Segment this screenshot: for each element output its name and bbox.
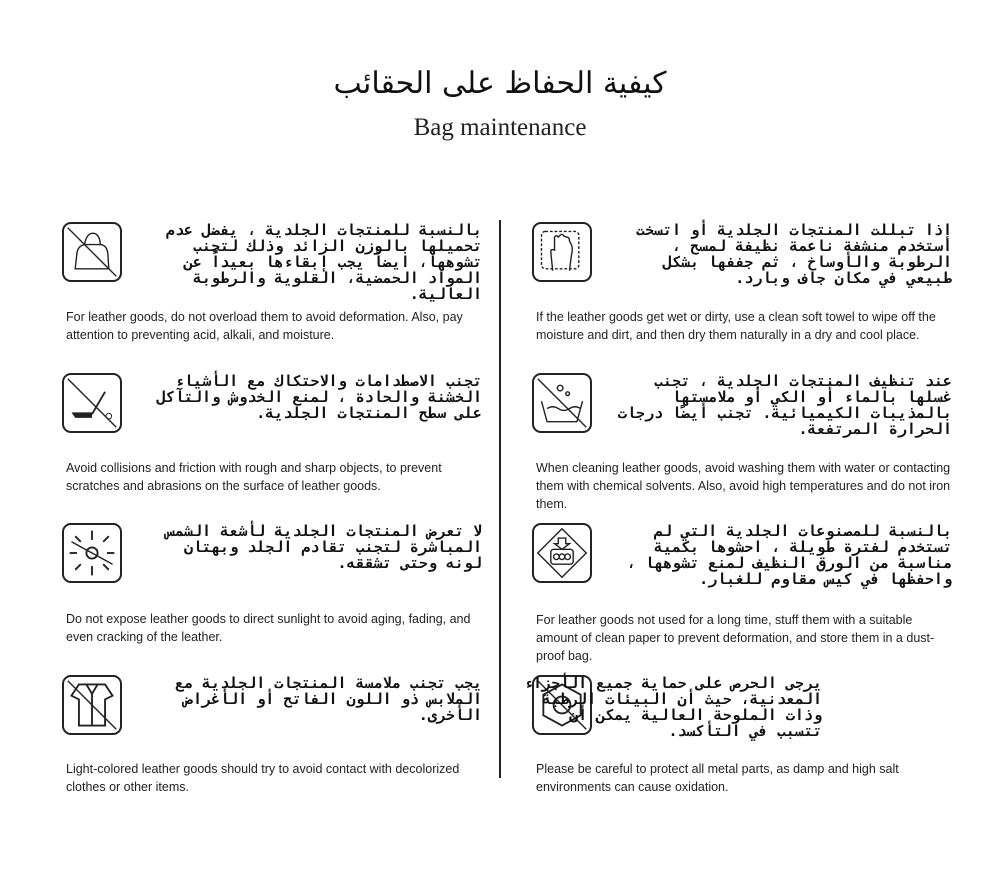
care-item-no-wash [532,373,952,513]
english-text: If the leather goods get wet or dirty, use a clean soft towel to wipe off the moisture and dirt, and then dry them naturally in a dry and cool place. [536,310,936,342]
arabic-text: إذا تبللت المنتجات الجلدية أو اتسخت استخدم منشفة ناعمة نظيفة لمسح ، الرطوبة والأوساخ ، ثم جففها بشكل طبيعي في مكان جاف وبارد. [635,221,952,287]
care-item-storage [532,523,952,663]
title-arabic: كيفية الحفاظ على الحقائب [333,66,667,101]
english-text: Light-colored leather goods should try to avoid contact with decolorized clothes or other items. [66,762,460,794]
arabic-text: بالنسبة للمنتجات الجلدية ، يفضل عدم تحميلها بالوزن الزائد وذلك لتجنب تشوهها، ايضاً يجب إبقاءها بعيداً عن المواد الحمضية، القلوية والرطوبة العالية. [165,221,482,303]
care-item-overload [62,222,482,352]
light-clothes-icon [62,675,122,735]
arabic-text: يرجى الحرص على حماية جميع الأجزاء المعدنية، حيث أن البيئات الرطبة وذات الملوحة العالية يمكن أن تتسبب في التأكسد. [523,674,822,740]
arabic-text: لا تعرض المنتجات الجلدية لأشعة الشمس المباشرة لتجنب تقادم الجلد وبهتان لونه وحتى تشققه. [165,522,482,572]
english-text: Do not expose leather goods to direct sunlight to avoid aging, fading, and even cracking of the leather. [66,612,471,644]
english-text: Please be careful to protect all metal parts, as damp and high salt environments can cause oxidation. [536,762,899,794]
arabic-text: يجب تجنب ملامسة المنتجات الجلدية مع الملابس ذو اللون الفاتح أو الأغراض الأخرى. [174,674,482,724]
care-item-light-clothes [62,675,482,795]
english-text: When cleaning leather goods, avoid washing them with water or contacting them with chemical solvents. Also, avoid high temperatures and do not iron them. [536,461,951,511]
english-text: For leather goods not used for a long time, stuff them with a suitable amount of clean paper to prevent deformation, and store them in a dust-proof bag. [536,613,935,663]
wipe-cloth-icon [532,222,592,282]
arabic-text: تجنب الاصطدامات والاحتكاك مع الأشياء الخشنة والحادة ، لمنع الخدوش والتآكل على سطح المنتجات الجلدية. [156,372,482,422]
dust-proof-storage-icon [532,523,592,583]
english-text: For leather goods, do not overload them to avoid deformation. Also, pay attention to preventing acid, alkali, and moisture. [66,310,463,342]
english-text: Avoid collisions and friction with rough and sharp objects, to prevent scratches and abrasions on the surface of leather goods. [66,461,442,493]
care-item-wipe [532,222,952,362]
no-sharp-objects-icon [62,373,122,433]
care-item-sharp-objects [62,373,482,503]
no-wash-icon [532,373,592,433]
arabic-text: عند تنظيف المنتجات الجلدية ، تجنب غسلها بالماء أو الكي أو ملامستها بالمذيبات الكيميائية. تجنب أيضًا درجات الحرارة المرتفعة. [617,372,952,438]
arabic-text: بالنسبة للمصنوعات الجلدية التي لم تستخدم لفترة طويلة ، احشوها بكمية مناسبة من الورق النظيف لمنع تشوهها ، واحفظها في كيس مقاوم للغبار. [626,522,952,588]
care-item-sunlight [62,523,482,653]
column-divider [499,220,501,778]
no-sunlight-icon [62,523,122,583]
care-item-metal-parts [523,674,952,795]
no-overload-bag-icon [62,222,122,282]
title-english: Bag maintenance [413,114,587,141]
